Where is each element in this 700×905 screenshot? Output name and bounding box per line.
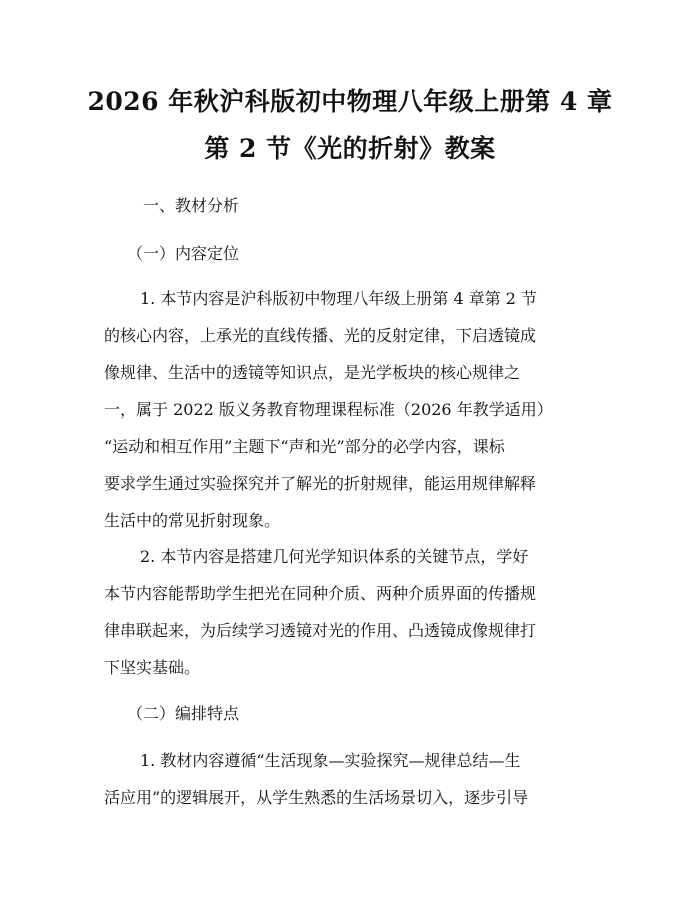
paragraph-line: 要求学生通过实验探究并了解光的折射规律，能运用规律解释 [104,474,537,493]
paragraph-line: 下坚实基础。 [104,658,201,677]
paragraph-line: 的核心内容，上承光的直线传播、光的反射定律，下启透镜成 [104,326,537,345]
paragraph-line: “运动和相互作用”主题下“声和光”部分的必学内容，课标 [104,437,505,456]
subsection-heading-content-positioning: （一）内容定位 [127,244,240,263]
paragraph-3 [104,742,596,816]
paragraph-line: 律串联起来，为后续学习透镜对光的作用、凸透镜成像规律打 [104,621,537,640]
document-title-line-1: 2026 年秋沪科版初中物理八年级上册第 4 章 [87,87,613,116]
paragraph-line: 一，属于 2022 版义务教育物理课程标准（2026 年教学适用） [104,400,553,419]
subsection-heading-layout-features: （二）编排特点 [127,704,240,723]
paragraph-2 [104,538,596,686]
paragraph-line: 像规律、生活中的透镜等知识点，是光学板块的核心规律之 [104,363,521,382]
paragraph-1 [104,280,596,539]
document-title-line-2: 第 2 节《光的折射》教案 [204,134,496,163]
paragraph-line: 生活中的常见折射现象。 [104,511,281,530]
paragraph-line: 1. 教材内容遵循“生活现象—实验探究—规律总结—生 [140,751,521,770]
paragraph-line: 活应用”的逻辑展开，从学生熟悉的生活场景切入，逐步引导 [104,788,529,807]
paragraph-line: 2. 本节内容是搭建几何光学知识体系的关键节点，学好 [140,547,529,566]
paragraph-line: 本节内容能帮助学生把光在同种介质、两种介质界面的传播规 [104,584,537,603]
section-heading-textbook-analysis: 一、教材分析 [143,196,240,215]
paragraph-line: 1. 本节内容是沪科版初中物理八年级上册第 4 章第 2 节 [140,289,538,308]
